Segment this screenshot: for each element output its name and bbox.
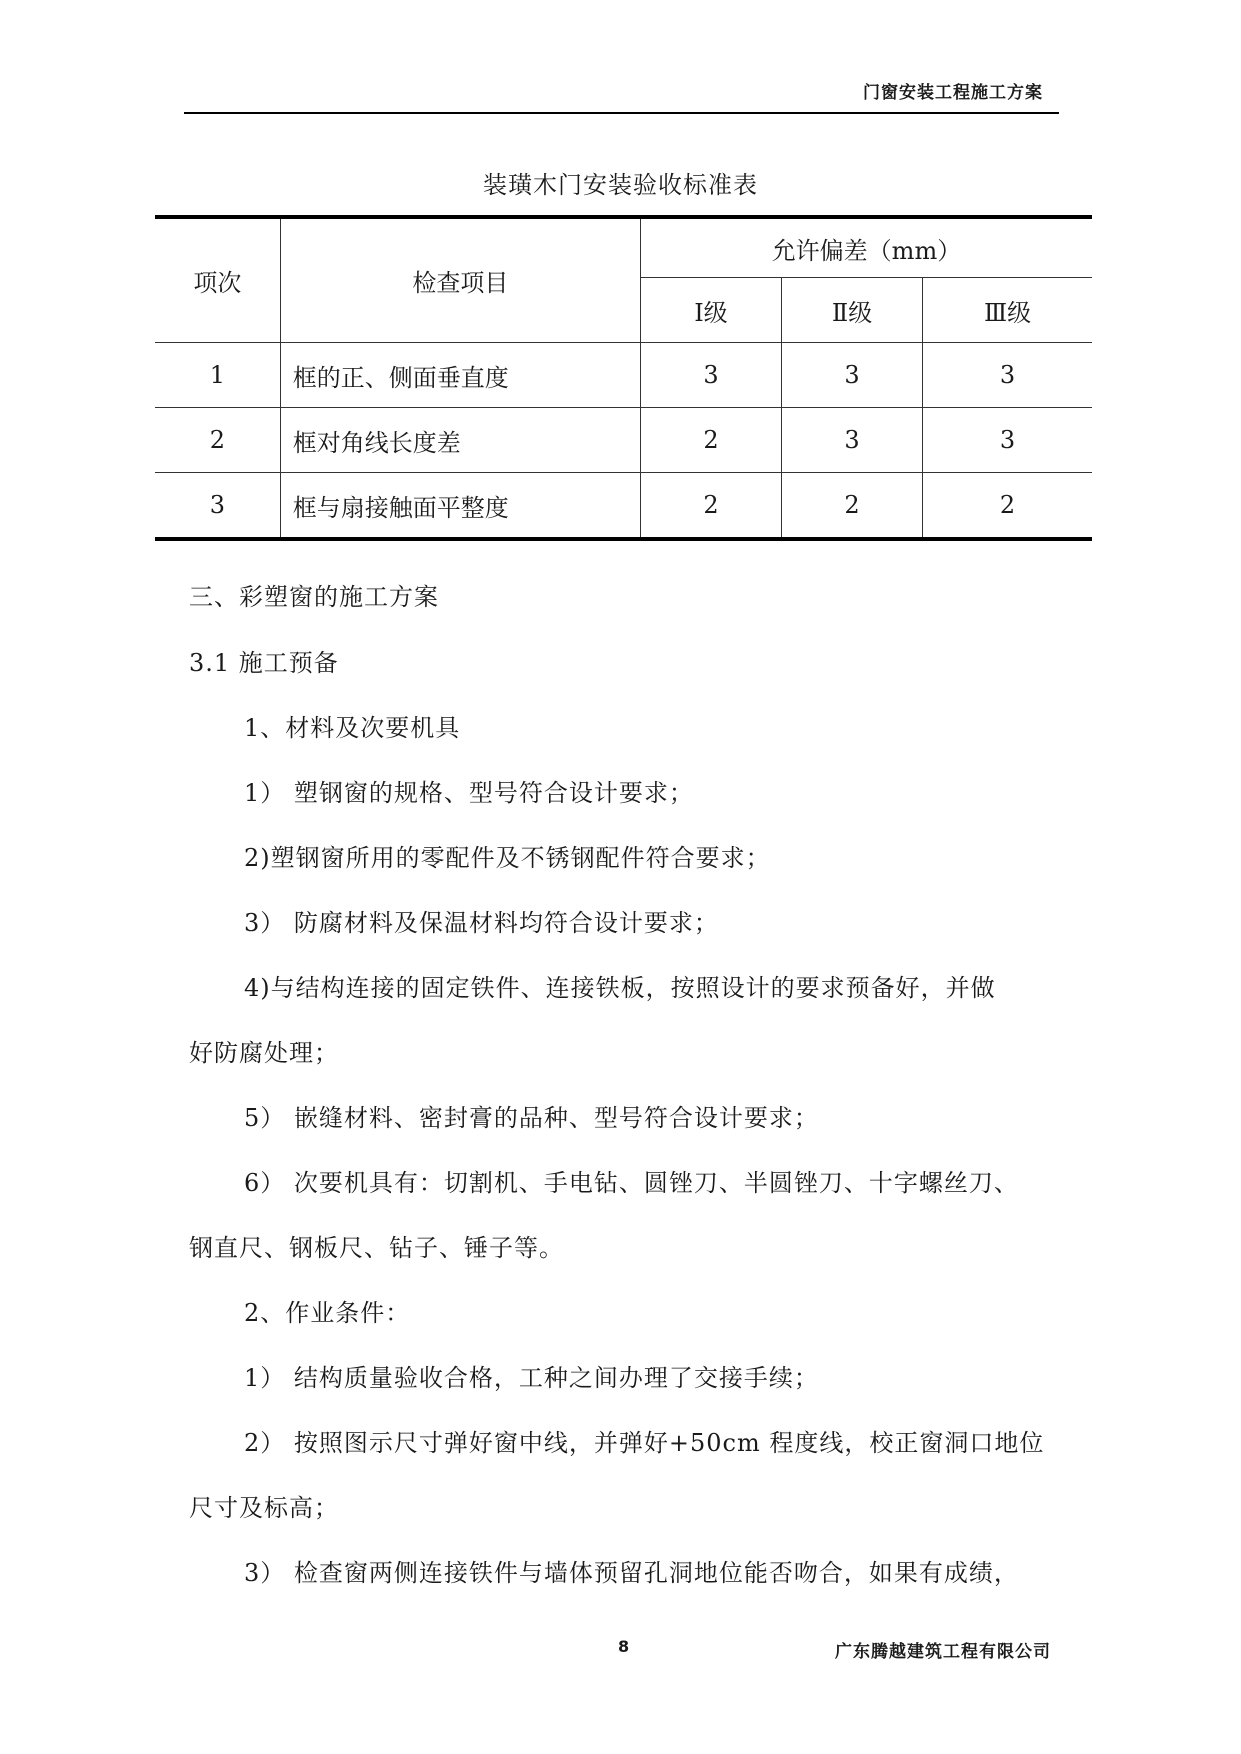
table-row <box>155 343 1092 408</box>
table-header-row <box>155 217 1092 278</box>
list-item-continuation: 钢直尺、钢板尺、钻子、锤子等。 <box>189 1234 564 1262</box>
table-row <box>155 473 1092 540</box>
list-heading: 1、材料及次要机具 <box>244 714 461 742</box>
table-title: 装璜木门安装验收标准表 <box>483 171 758 199</box>
list-item: 6） 次要机具有：切割机、手电钻、圆锉刀、半圆锉刀、十字螺丝刀、 <box>244 1169 1019 1197</box>
row-item: 框的正、侧面垂直度 <box>280 343 640 408</box>
header-title: 门窗安装工程施工方案 <box>863 83 1043 103</box>
list-item: 1） 塑钢窗的规格、型号符合设计要求； <box>244 779 694 807</box>
row-value-grade-1: 2 <box>640 408 781 473</box>
section-heading: 三、彩塑窗的施工方案 <box>189 583 439 611</box>
list-item-continuation: 尺寸及标高； <box>189 1494 339 1522</box>
header-grade-2: Ⅱ级 <box>782 278 923 343</box>
list-item: 4)与结构连接的固定铁件、连接铁板，按照设计的要求预备好，并做 <box>244 974 996 1002</box>
row-index: 2 <box>155 408 280 473</box>
row-value-grade-2: 3 <box>782 343 923 408</box>
row-item: 框对角线长度差 <box>280 408 640 473</box>
list-item: 3） 检查窗两侧连接铁件与墙体预留孔洞地位能否吻合，如果有成绩， <box>244 1559 1019 1587</box>
acceptance-standard-table <box>155 215 1092 541</box>
list-item: 3） 防腐材料及保温材料均符合设计要求； <box>244 909 719 937</box>
list-item: 2)塑钢窗所用的零配件及不锈钢配件符合要求； <box>244 844 771 872</box>
row-index: 1 <box>155 343 280 408</box>
row-value-grade-3: 3 <box>923 343 1092 408</box>
row-value-grade-3: 2 <box>923 473 1092 540</box>
header-divider <box>184 112 1059 114</box>
header-index: 项次 <box>155 217 280 343</box>
list-item: 5） 嵌缝材料、密封膏的品种、型号符合设计要求； <box>244 1104 819 1132</box>
header-tolerance: 允许偏差（mm） <box>640 217 1092 278</box>
row-item: 框与扇接触面平整度 <box>280 473 640 540</box>
list-item-continuation: 好防腐处理； <box>189 1039 339 1067</box>
header-grade-3: Ⅲ级 <box>923 278 1092 343</box>
list-item: 1） 结构质量验收合格，工种之间办理了交接手续； <box>244 1364 819 1392</box>
row-value-grade-2: 2 <box>782 473 923 540</box>
list-item: 2） 按照图示尺寸弹好窗中线，并弹好+50cm 程度线，校正窗洞口地位 <box>244 1429 1045 1457</box>
row-value-grade-3: 3 <box>923 408 1092 473</box>
header-item: 检查项目 <box>280 217 640 343</box>
row-value-grade-1: 2 <box>640 473 781 540</box>
subsection-heading: 3.1 施工预备 <box>189 649 339 677</box>
row-value-grade-1: 3 <box>640 343 781 408</box>
row-value-grade-2: 3 <box>782 408 923 473</box>
page-number: 8 <box>618 1637 630 1656</box>
list-heading: 2、作业条件： <box>244 1299 411 1327</box>
table-row <box>155 408 1092 473</box>
footer-company: 广东腾越建筑工程有限公司 <box>835 1642 1051 1662</box>
row-index: 3 <box>155 473 280 540</box>
header-grade-1: Ⅰ级 <box>640 278 781 343</box>
